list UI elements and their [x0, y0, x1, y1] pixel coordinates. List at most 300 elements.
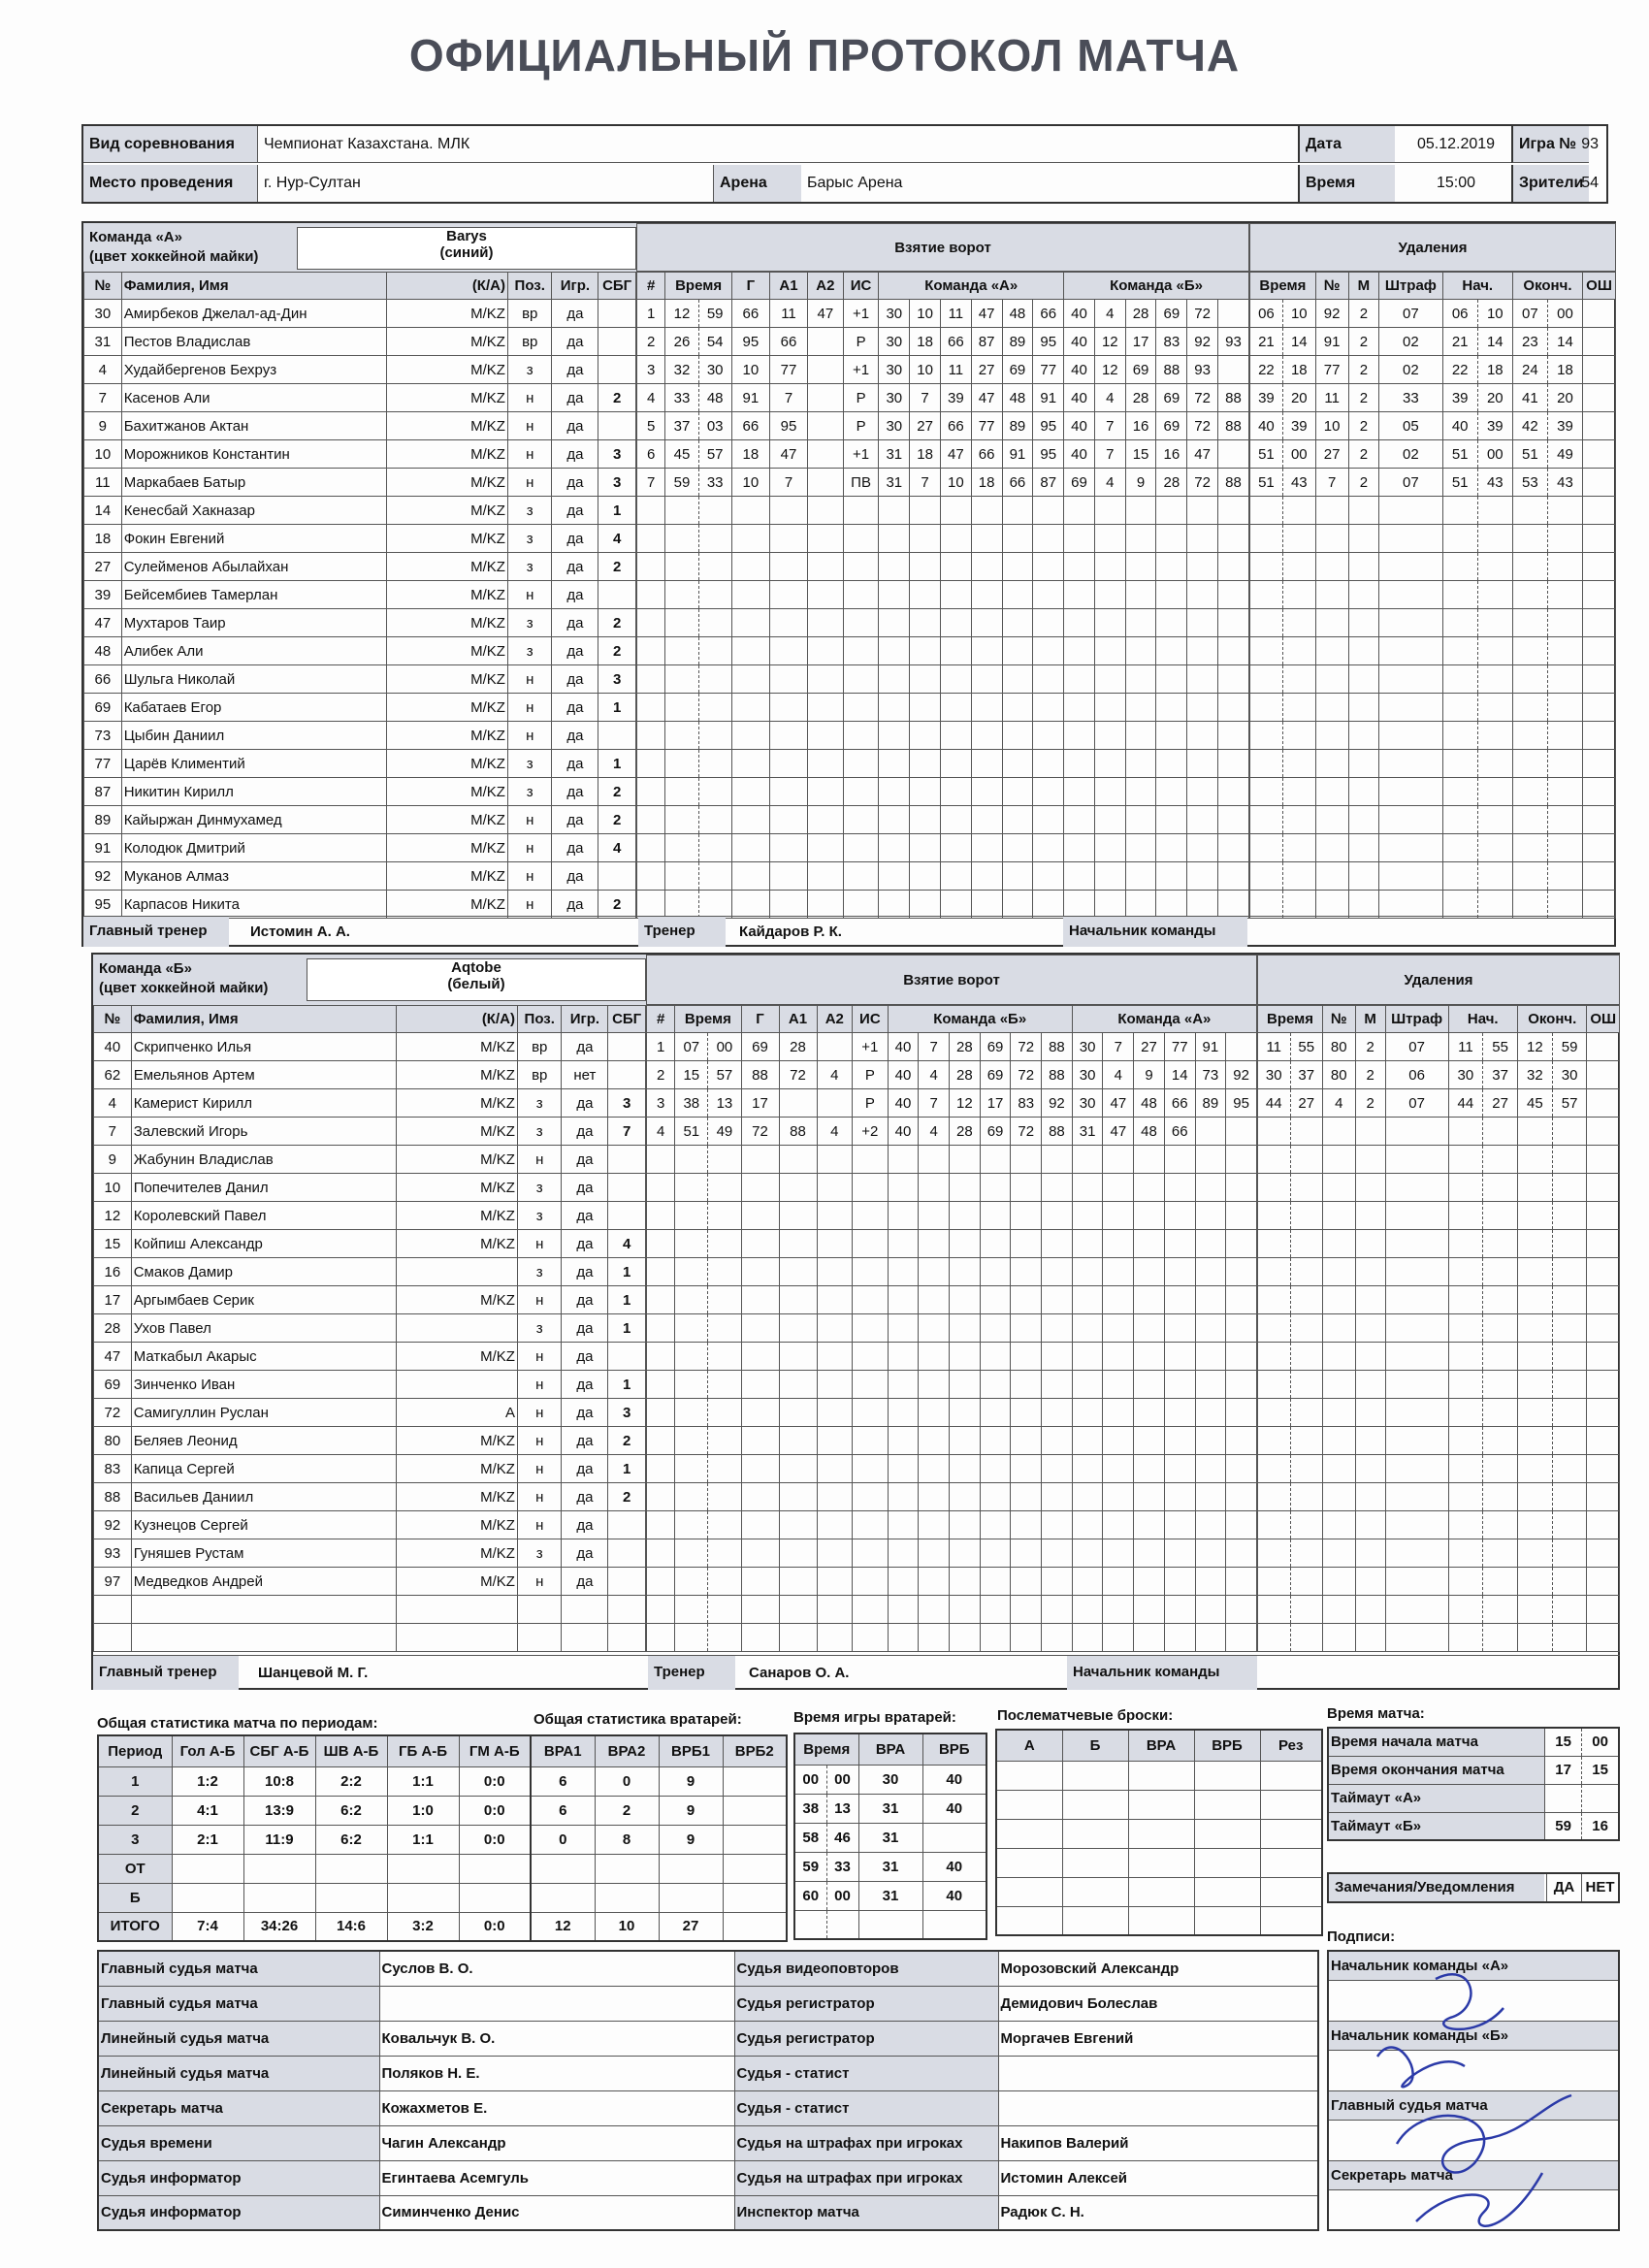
- goal-assist1: [779, 1427, 817, 1455]
- penalty-row: [1250, 891, 1616, 919]
- pen-minutes: [1348, 750, 1379, 778]
- pen-start-min: [1442, 722, 1477, 750]
- player-ka: [396, 1371, 517, 1399]
- penalty-row: [1258, 1258, 1620, 1286]
- on-ice-opp-player: 40: [1064, 412, 1095, 440]
- on-ice-opp-player: [1156, 862, 1187, 891]
- period-value: [387, 1854, 459, 1883]
- goal-second: [698, 665, 731, 694]
- on-ice-opp-player: [1164, 1539, 1195, 1568]
- on-ice-opp-player: [1094, 525, 1125, 553]
- goal-assist1: [779, 1146, 817, 1174]
- player-played: да: [562, 1089, 608, 1118]
- pen-start-sec: [1477, 862, 1512, 891]
- player-ka: M/KZ: [396, 1286, 517, 1314]
- shootout-cell: [1128, 1790, 1194, 1819]
- pen-start-sec: [1477, 609, 1512, 637]
- pen-end-sec: 59: [1552, 1033, 1587, 1061]
- player-name: Бейсембиев Тамерлан: [121, 581, 386, 609]
- pen-second: 18: [1282, 356, 1315, 384]
- penalty-row: [1250, 440, 1616, 469]
- period-value: 0:0: [459, 1912, 531, 1941]
- on-ice-opp-player: [1094, 862, 1125, 891]
- goal-assist2: [808, 665, 844, 694]
- on-ice-opp-player: [1125, 862, 1156, 891]
- goal-minute: 45: [665, 440, 698, 469]
- period-value: 0:0: [459, 1766, 531, 1796]
- pen-minutes: [1355, 1258, 1385, 1286]
- on-ice-opp-player: 47: [1187, 440, 1218, 469]
- period-label: ИТОГО: [98, 1912, 172, 1941]
- game-label: Игра №: [1511, 126, 1589, 163]
- team-a-staff: [83, 916, 1616, 947]
- on-ice-own-player: [888, 1539, 919, 1568]
- on-ice-opp-player: [1125, 525, 1156, 553]
- on-ice-own-player: [879, 525, 910, 553]
- goal-second: [708, 1511, 741, 1539]
- pen-code: [1379, 806, 1442, 834]
- player-played: да: [552, 862, 598, 891]
- on-ice-opp-player: 4: [1103, 1061, 1134, 1089]
- on-ice-opp-player: [1103, 1568, 1134, 1596]
- on-ice-opp-player: 9: [1134, 1061, 1165, 1089]
- on-ice-own-player: [1033, 722, 1064, 750]
- shootout-cell: [1260, 1877, 1322, 1906]
- goalie-stat-row: [531, 1912, 787, 1941]
- pen-error: [1583, 469, 1616, 497]
- player-position: н: [507, 665, 552, 694]
- pen-minutes: [1348, 665, 1379, 694]
- player-played: да: [552, 328, 598, 356]
- period-row: [98, 1912, 531, 1941]
- pen-start-sec: [1483, 1118, 1518, 1146]
- player-ka: [396, 1596, 517, 1624]
- on-ice-opp-player: [1094, 834, 1125, 862]
- on-ice-opp-player: [1125, 891, 1156, 919]
- on-ice-opp-player: 83: [1156, 328, 1187, 356]
- player-row: [84, 722, 636, 750]
- on-ice-own-player: [1042, 1596, 1073, 1624]
- goal-number: [647, 1399, 675, 1427]
- on-ice-opp-player: [1134, 1539, 1165, 1568]
- goal-scorer: [741, 1202, 779, 1230]
- pen-code: [1385, 1427, 1448, 1455]
- pen-error: [1587, 1568, 1620, 1596]
- pen-error: [1587, 1455, 1620, 1483]
- player-number: 7: [94, 1118, 132, 1146]
- goal-scorer: [731, 665, 769, 694]
- on-ice-opp-player: [1072, 1427, 1103, 1455]
- player-position: н: [517, 1286, 562, 1314]
- goal-situation: Р: [843, 412, 879, 440]
- player-shots: 4: [608, 1230, 646, 1258]
- on-ice-own-player: 12: [950, 1089, 981, 1118]
- place-value: г. Нур-Султан: [258, 165, 714, 202]
- on-ice-own-player: [980, 1230, 1011, 1258]
- pen-end-min: [1518, 1230, 1553, 1258]
- goalie-stat-value: [595, 1883, 659, 1912]
- pen-second: [1290, 1174, 1323, 1202]
- on-ice-own-player: 69: [1002, 356, 1033, 384]
- on-ice-own-player: [980, 1596, 1011, 1624]
- pen-start-sec: [1483, 1455, 1518, 1483]
- on-ice-opp-player: [1094, 609, 1125, 637]
- goal-assist1: 66: [769, 328, 807, 356]
- official-name: Егинтаева Асемгуль: [379, 2160, 734, 2195]
- on-ice-opp-player: 93: [1218, 328, 1249, 356]
- player-name: Шульга Николай: [121, 665, 386, 694]
- pen-player: [1323, 1343, 1356, 1371]
- official-row: [98, 1951, 1318, 1986]
- player-name: Гуняшев Рустам: [131, 1539, 396, 1568]
- player-number: 73: [84, 722, 122, 750]
- pen-error: [1587, 1596, 1620, 1624]
- player-number: 47: [84, 609, 122, 637]
- on-ice-own-player: [879, 497, 910, 525]
- period-value: [243, 1854, 315, 1883]
- pen-time-header: Время: [1258, 1006, 1323, 1033]
- official-row: [98, 2195, 1318, 2230]
- pen-second: [1290, 1568, 1323, 1596]
- goal-number: 1: [637, 300, 665, 328]
- match-time-label: Таймаут «Б»: [1328, 1812, 1544, 1840]
- pen-code: [1379, 722, 1442, 750]
- on-ice-own-player: [1002, 637, 1033, 665]
- shootout-cell: [1128, 1877, 1194, 1906]
- goal-second: [708, 1624, 741, 1652]
- goal-assist1: 47: [769, 440, 807, 469]
- pen-end-min: [1518, 1258, 1553, 1286]
- goal-number: 6: [637, 440, 665, 469]
- on-ice-opp-player: [1094, 497, 1125, 525]
- penalty-row: [1258, 1118, 1620, 1146]
- player-ka: M/KZ: [386, 778, 507, 806]
- on-ice-own-player: [1042, 1568, 1073, 1596]
- on-ice-own-player: [888, 1258, 919, 1286]
- pen-code: 07: [1385, 1089, 1448, 1118]
- pen-second: [1290, 1202, 1323, 1230]
- goal-assist1: [779, 1286, 817, 1314]
- player-position: з: [507, 497, 552, 525]
- player-played: да: [562, 1399, 608, 1427]
- pen-end-min: [1518, 1596, 1553, 1624]
- on-ice-own-player: [910, 581, 941, 609]
- on-ice-opp-player: 69: [1156, 384, 1187, 412]
- goal-assist1: [779, 1371, 817, 1399]
- player-position: з: [517, 1314, 562, 1343]
- player-ka: M/KZ: [396, 1202, 517, 1230]
- on-ice-own-player: [1033, 525, 1064, 553]
- on-ice-opp-player: [1164, 1343, 1195, 1371]
- pen-code: 07: [1379, 469, 1442, 497]
- player-position: н: [517, 1511, 562, 1539]
- notes-no-option[interactable]: НЕТ: [1581, 1874, 1618, 1901]
- goal-assist2: [808, 581, 844, 609]
- player-position: н: [507, 412, 552, 440]
- goal-second: [708, 1202, 741, 1230]
- goal-situation: Р: [853, 1089, 889, 1118]
- player-row: [94, 1539, 646, 1568]
- on-ice-opp-player: [1103, 1455, 1134, 1483]
- player-number: 83: [94, 1455, 132, 1483]
- pen-end-sec: 49: [1547, 440, 1582, 469]
- shootout-cell: [1128, 1819, 1194, 1848]
- on-ice-opp-player: [1094, 553, 1125, 581]
- pen-second: [1282, 609, 1315, 637]
- pen-error-header: ОШ: [1587, 1006, 1620, 1033]
- goal-scorer: [731, 750, 769, 778]
- on-ice-opp-player: [1103, 1258, 1134, 1286]
- goal-situation: [853, 1483, 889, 1511]
- pen-minute: [1250, 722, 1283, 750]
- goal-scorer: [731, 722, 769, 750]
- on-ice-opp-player: 12: [1094, 328, 1125, 356]
- pen-start-sec: [1477, 750, 1512, 778]
- goal-row: [637, 862, 1249, 891]
- player-position: н: [507, 581, 552, 609]
- player-row: [94, 1399, 646, 1427]
- on-ice-own-player: [919, 1511, 950, 1539]
- shootout-cell: [1128, 1848, 1194, 1877]
- goal-row: [637, 384, 1249, 412]
- goal-second: [708, 1258, 741, 1286]
- shootout-cell: [1062, 1790, 1128, 1819]
- team-a-color: (синий): [439, 244, 494, 261]
- team-b-coach-label: Тренер: [648, 1656, 735, 1690]
- pen-error: [1587, 1286, 1620, 1314]
- goal-situation: [853, 1568, 889, 1596]
- goal-scorer: 88: [741, 1061, 779, 1089]
- col-igr-header: Игр.: [552, 273, 598, 300]
- pen-code: [1385, 1202, 1448, 1230]
- pen-error: [1587, 1089, 1620, 1118]
- goal-scorer: 95: [731, 328, 769, 356]
- period-value: 0:0: [459, 1825, 531, 1854]
- player-name: Ухов Павел: [131, 1314, 396, 1343]
- goal-situation: [843, 862, 879, 891]
- on-ice-opp-player: 88: [1218, 469, 1249, 497]
- goal-number: 5: [637, 412, 665, 440]
- goalie-stat-value: 9: [659, 1825, 723, 1854]
- official-role: Судья - статист: [734, 2056, 998, 2090]
- on-ice-own-player: [910, 750, 941, 778]
- on-ice-opp-player: 72: [1187, 412, 1218, 440]
- player-played: да: [562, 1427, 608, 1455]
- pen-end-sec: [1547, 553, 1582, 581]
- player-name: Камерист Кирилл: [131, 1089, 396, 1118]
- goal-assist1: [779, 1399, 817, 1427]
- goal-number: 4: [637, 384, 665, 412]
- goal-number: [647, 1427, 675, 1455]
- on-ice-opp-player: [1164, 1568, 1195, 1596]
- pen-code: [1385, 1399, 1448, 1427]
- pen-minute: [1258, 1286, 1291, 1314]
- player-position: н: [507, 722, 552, 750]
- player-position: з: [517, 1539, 562, 1568]
- shootout-cell: [1260, 1848, 1322, 1877]
- goal-scorer: [741, 1568, 779, 1596]
- pen-start-min: 11: [1448, 1033, 1483, 1061]
- pen-player: [1315, 497, 1348, 525]
- on-ice-own-player: [910, 525, 941, 553]
- on-ice-own-player: 87: [1033, 469, 1064, 497]
- on-ice-own-player: [971, 891, 1002, 919]
- goal-row: [647, 1511, 1257, 1539]
- pen-minute: [1250, 553, 1283, 581]
- player-played: да: [552, 891, 598, 919]
- pen-error: [1583, 637, 1616, 665]
- goalie-stat-value: 9: [659, 1796, 723, 1825]
- on-ice-opp-player: [1226, 1146, 1257, 1174]
- pen-second: [1290, 1314, 1323, 1343]
- on-ice-opp-player: [1072, 1511, 1103, 1539]
- on-ice-opp-player: [1094, 581, 1125, 609]
- player-position: н: [517, 1427, 562, 1455]
- goal-minute: [675, 1596, 708, 1624]
- goal-assist1: [779, 1511, 817, 1539]
- on-ice-opp-player: [1164, 1371, 1195, 1399]
- goal-scorer: 10: [731, 469, 769, 497]
- team-a-coach-label: Тренер: [638, 917, 726, 947]
- on-ice-opp-player: 66: [1164, 1089, 1195, 1118]
- pen-end-min: 45: [1518, 1089, 1553, 1118]
- on-ice-opp-player: [1064, 862, 1095, 891]
- goalie-stat-value: 0: [531, 1825, 595, 1854]
- on-ice-opp-player: [1195, 1568, 1226, 1596]
- player-row: [84, 609, 636, 637]
- goal-assist1: [769, 750, 807, 778]
- on-ice-own-player: [1011, 1568, 1042, 1596]
- goal-assist2: [808, 609, 844, 637]
- pen-end-sec: [1552, 1230, 1587, 1258]
- player-shots: 1: [608, 1371, 646, 1399]
- goal-assist2: [817, 1202, 853, 1230]
- goal-row: [637, 694, 1249, 722]
- on-ice-opp-player: [1195, 1371, 1226, 1399]
- on-ice-opp-player: [1226, 1624, 1257, 1652]
- official-row: [98, 2021, 1318, 2056]
- period-value: 2:2: [315, 1766, 387, 1796]
- on-ice-own-player: 83: [1011, 1089, 1042, 1118]
- on-ice-opp-player: [1064, 497, 1095, 525]
- goalie-time-header: Время: [794, 1733, 858, 1765]
- goal-minute: [665, 834, 698, 862]
- official-name: Кожахметов Е.: [379, 2090, 734, 2125]
- player-row: [94, 1174, 646, 1202]
- goal-second: 48: [698, 384, 731, 412]
- on-ice-opp-player: [1218, 778, 1249, 806]
- pen-start-min: [1448, 1314, 1483, 1343]
- penalty-row: [1258, 1568, 1620, 1596]
- player-row: [84, 356, 636, 384]
- pen-start-header: Нач.: [1448, 1006, 1517, 1033]
- on-ice-own-player: [940, 806, 971, 834]
- on-ice-opp-player: [1125, 806, 1156, 834]
- goalie-stat-header-0: ВРА1: [531, 1735, 595, 1766]
- goalie-stat-value: 6: [531, 1796, 595, 1825]
- pen-end-min: 41: [1512, 384, 1547, 412]
- shootout-title: Послематчевые броски:: [997, 1707, 1174, 1724]
- pen-minutes: [1348, 497, 1379, 525]
- on-ice-own-player: [1042, 1174, 1073, 1202]
- goal-situation: [853, 1343, 889, 1371]
- goal-scorer: 10: [731, 356, 769, 384]
- goal-second: 59: [698, 300, 731, 328]
- player-name: Карпасов Никита: [121, 891, 386, 919]
- pen-player: [1315, 891, 1348, 919]
- goal-number: [637, 497, 665, 525]
- on-ice-opp-player: 72: [1187, 300, 1218, 328]
- pen-player: 80: [1323, 1061, 1356, 1089]
- on-ice-own-player: [1002, 806, 1033, 834]
- pen-minutes: 2: [1355, 1033, 1385, 1061]
- pen-start-min: [1448, 1230, 1483, 1258]
- on-ice-opp-player: 77: [1164, 1033, 1195, 1061]
- on-ice-opp-player: [1226, 1118, 1257, 1146]
- on-ice-opp-player: [1187, 665, 1218, 694]
- player-shots: [598, 300, 636, 328]
- col-sbg-header: СБГ: [608, 1006, 646, 1033]
- goal-assist2: [817, 1286, 853, 1314]
- competition-value: Чемпионат Казахстана. МЛК: [258, 126, 1298, 163]
- goal-situation: Р: [843, 328, 879, 356]
- player-name: Койпиш Александр: [131, 1230, 396, 1258]
- pen-error: [1583, 356, 1616, 384]
- player-ka: M/KZ: [386, 581, 507, 609]
- player-played: да: [552, 637, 598, 665]
- pen-start-sec: 43: [1477, 469, 1512, 497]
- shootout-row: [996, 1819, 1322, 1848]
- player-ka: M/KZ: [386, 694, 507, 722]
- pen-second: [1282, 525, 1315, 553]
- goal-situation: [843, 806, 879, 834]
- pen-end-sec: [1552, 1174, 1587, 1202]
- goal-minute: [675, 1343, 708, 1371]
- player-position: вр: [517, 1061, 562, 1089]
- penalty-row: [1258, 1483, 1620, 1511]
- pen-end-sec: [1552, 1258, 1587, 1286]
- goal-situation: [853, 1427, 889, 1455]
- on-ice-opp-player: 92: [1226, 1061, 1257, 1089]
- team-b-staff: [93, 1655, 1620, 1690]
- match-time-min: 17: [1544, 1756, 1581, 1784]
- goal-scorer: [731, 553, 769, 581]
- on-ice-own-player: [919, 1371, 950, 1399]
- pen-end-sec: [1547, 806, 1582, 834]
- on-ice-opp-player: [1103, 1483, 1134, 1511]
- period-value: 2:1: [172, 1825, 243, 1854]
- on-ice-own-player: [950, 1314, 981, 1343]
- game-value: 93: [1581, 136, 1599, 152]
- on-ice-own-player: [919, 1483, 950, 1511]
- on-ice-opp-player: [1103, 1371, 1134, 1399]
- goal-assist2: [817, 1146, 853, 1174]
- match-time-sec: 15: [1582, 1756, 1619, 1784]
- goal-situation: +2: [853, 1118, 889, 1146]
- pen-end-min: 53: [1512, 469, 1547, 497]
- goal-minute: [665, 609, 698, 637]
- on-ice-own-player: [1011, 1174, 1042, 1202]
- pen-start-min: [1448, 1146, 1483, 1174]
- on-ice-own-player: 48: [1002, 384, 1033, 412]
- goal-second: [698, 497, 731, 525]
- player-position: н: [507, 834, 552, 862]
- notes-yes-option[interactable]: ДА: [1546, 1874, 1581, 1901]
- official-name: Суслов В. О.: [379, 1951, 734, 1986]
- pen-end-sec: [1552, 1286, 1587, 1314]
- on-ice-own-player: [950, 1202, 981, 1230]
- pen-end-min: [1512, 891, 1547, 919]
